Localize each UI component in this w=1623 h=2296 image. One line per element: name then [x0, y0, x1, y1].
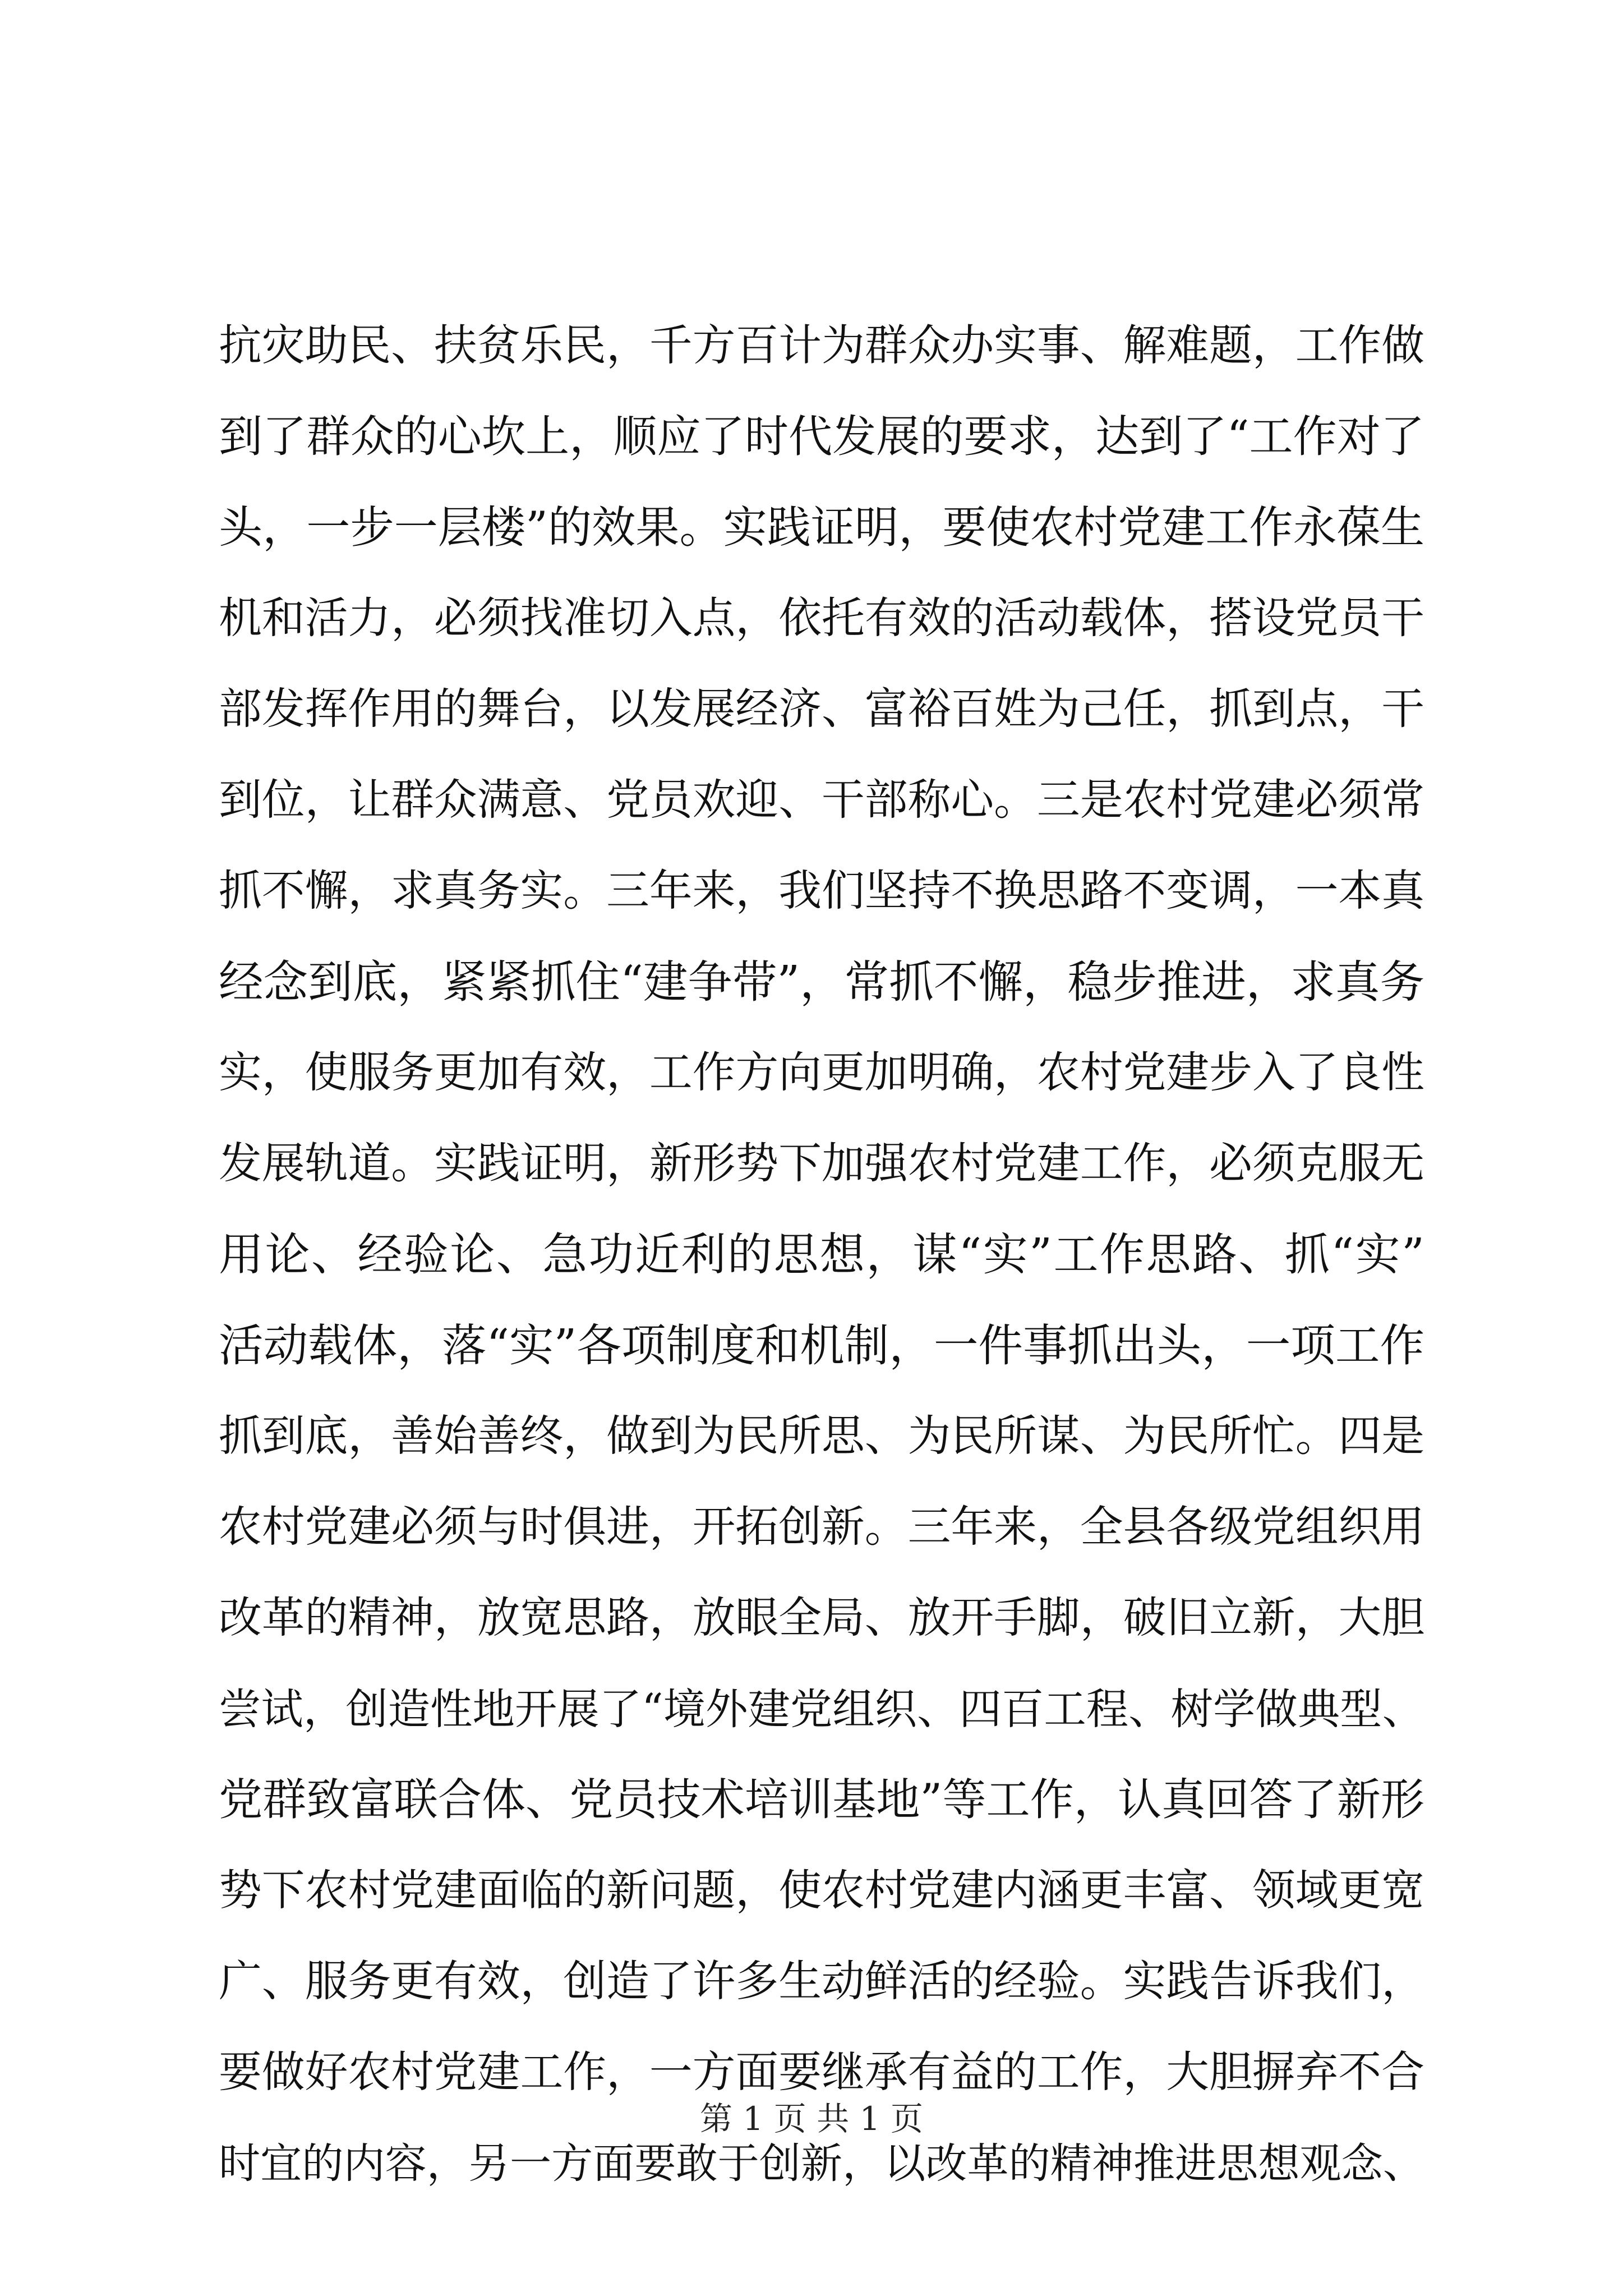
text-line-16: 尝试，创造性地开展了“境外建党组织、四百工程、树学做典型、 — [219, 1685, 1424, 1734]
text-line-2: 到了群众的心坎上，顺应了时代发展的要求，达到了“工作对了 — [219, 411, 1424, 462]
text-line-21: 时宜的内容，另一方面要敢于创新，以改革的精神推进思想观念、 — [219, 2139, 1424, 2188]
text-line-9: 实，使服务更加有效，工作方向更加明确，农村党建步入了良性 — [219, 1048, 1424, 1098]
text-line-7: 抓不懈，求真务实。三年来，我们坚持不换思路不变调，一本真 — [219, 866, 1424, 916]
page-number-footer: 第 1 页 共 1 页 — [700, 2100, 923, 2138]
text-line-14: 农村党建必须与时俱进，开拓创新。三年来，全县各级党组织用 — [219, 1502, 1424, 1552]
text-line-18: 势下农村党建面临的新问题，使农村党建内涵更丰富、领域更宽 — [219, 1866, 1424, 1916]
text-line-11: 用论、经验论、急功近利的思想，谋“实”工作思路、抓“实” — [219, 1228, 1424, 1281]
text-line-17: 党群致富联合体、党员技术培训基地”等工作，认真回答了新形 — [219, 1774, 1424, 1825]
text-line-10: 发展轨道。实践证明，新形势下加强农村党建工作，必须克服无 — [219, 1139, 1424, 1189]
text-line-8: 经念到底，紧紧抓住“建争带”，常抓不懈，稳步推进，求真务 — [219, 956, 1424, 1008]
text-line-4: 机和活力，必须找准切入点，依托有效的活动载体，搭设党员干 — [219, 593, 1424, 643]
text-line-6: 到位，让群众满意、党员欢迎、干部称心。三是农村党建必须常 — [219, 775, 1424, 825]
text-line-19: 广、服务更有效，创造了许多生动鲜活的经验。实践告诉我们， — [219, 1957, 1424, 2007]
text-line-3: 头，一步一层楼”的效果。实践证明，要使农村党建工作永葆生 — [219, 502, 1424, 553]
text-line-15: 改革的精神，放宽思路，放眼全局、放开手脚，破旧立新，大胆 — [219, 1593, 1424, 1643]
text-line-20: 要做好农村党建工作，一方面要继承有益的工作，大胆摒弃不合 — [219, 2047, 1424, 2097]
text-line-5: 部发挥作用的舞台，以发展经济、富裕百姓为己任，抓到点，干 — [219, 684, 1424, 734]
body-text — [219, 301, 1424, 2209]
text-line-13: 抓到底，善始善终，做到为民所思、为民所谋、为民所忙。四是 — [219, 1411, 1424, 1461]
text-line-12: 活动载体，落“实”各项制度和机制，一件事抓出头，一项工作 — [219, 1319, 1424, 1372]
text-line-1: 抗灾助民、扶贫乐民，千方百计为群众办实事、解难题，工作做 — [219, 321, 1424, 371]
